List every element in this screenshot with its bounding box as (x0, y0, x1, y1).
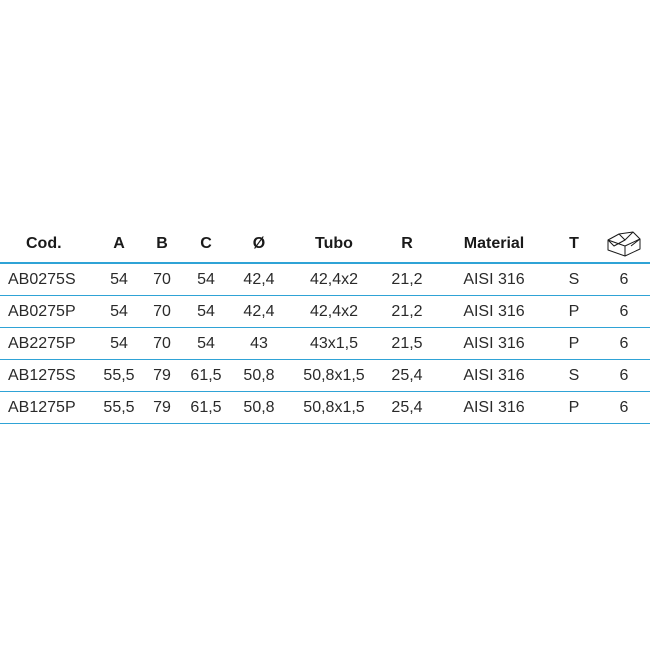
cell-t: P (550, 328, 598, 360)
cell-c: 54 (186, 263, 226, 296)
cell-qty: 6 (598, 360, 650, 392)
header-b: B (138, 226, 186, 263)
cell-t: S (550, 360, 598, 392)
header-c: C (186, 226, 226, 263)
header-tube: Tubo (292, 226, 376, 263)
cell-code: AB0275P (0, 296, 100, 328)
cell-a: 54 (100, 328, 138, 360)
cell-tube: 50,8x1,5 (292, 392, 376, 424)
cell-t: P (550, 392, 598, 424)
cell-c: 54 (186, 296, 226, 328)
cell-r: 21,2 (376, 296, 438, 328)
table-row (0, 263, 650, 296)
cell-diameter: 42,4 (226, 296, 292, 328)
cell-r: 25,4 (376, 360, 438, 392)
cell-a: 54 (100, 296, 138, 328)
header-material: Material (438, 226, 550, 263)
cell-b: 70 (138, 296, 186, 328)
cell-b: 79 (138, 360, 186, 392)
cell-tube: 50,8x1,5 (292, 360, 376, 392)
cell-code: AB2275P (0, 328, 100, 360)
cell-a: 54 (100, 263, 138, 296)
cell-qty: 6 (598, 263, 650, 296)
cell-r: 21,5 (376, 328, 438, 360)
header-diameter: Ø (226, 226, 292, 263)
cell-tube: 42,4x2 (292, 296, 376, 328)
spec-table (0, 226, 650, 424)
cell-code: AB1275S (0, 360, 100, 392)
cell-diameter: 42,4 (226, 263, 292, 296)
cell-a: 55,5 (100, 360, 138, 392)
cell-c: 61,5 (186, 392, 226, 424)
cell-qty: 6 (598, 392, 650, 424)
cell-b: 79 (138, 392, 186, 424)
cell-diameter: 50,8 (226, 360, 292, 392)
cell-r: 21,2 (376, 263, 438, 296)
cell-qty: 6 (598, 328, 650, 360)
cell-tube: 42,4x2 (292, 263, 376, 296)
cell-material: AISI 316 (438, 392, 550, 424)
cell-code: AB1275P (0, 392, 100, 424)
cell-tube: 43x1,5 (292, 328, 376, 360)
cell-a: 55,5 (100, 392, 138, 424)
header-r: R (376, 226, 438, 263)
table-row (0, 328, 650, 360)
header-a: A (100, 226, 138, 263)
box-icon (598, 226, 650, 263)
table-row (0, 360, 650, 392)
header-code: Cod. (0, 226, 100, 263)
cell-b: 70 (138, 263, 186, 296)
cell-material: AISI 316 (438, 296, 550, 328)
cell-material: AISI 316 (438, 360, 550, 392)
cell-r: 25,4 (376, 392, 438, 424)
cell-qty: 6 (598, 296, 650, 328)
cell-t: P (550, 296, 598, 328)
cell-b: 70 (138, 328, 186, 360)
cell-diameter: 43 (226, 328, 292, 360)
table-row (0, 392, 650, 424)
cell-c: 54 (186, 328, 226, 360)
cell-diameter: 50,8 (226, 392, 292, 424)
cell-c: 61,5 (186, 360, 226, 392)
cell-material: AISI 316 (438, 263, 550, 296)
cell-code: AB0275S (0, 263, 100, 296)
table-row (0, 296, 650, 328)
header-t: T (550, 226, 598, 263)
cell-material: AISI 316 (438, 328, 550, 360)
header-row (0, 226, 650, 263)
cell-t: S (550, 263, 598, 296)
